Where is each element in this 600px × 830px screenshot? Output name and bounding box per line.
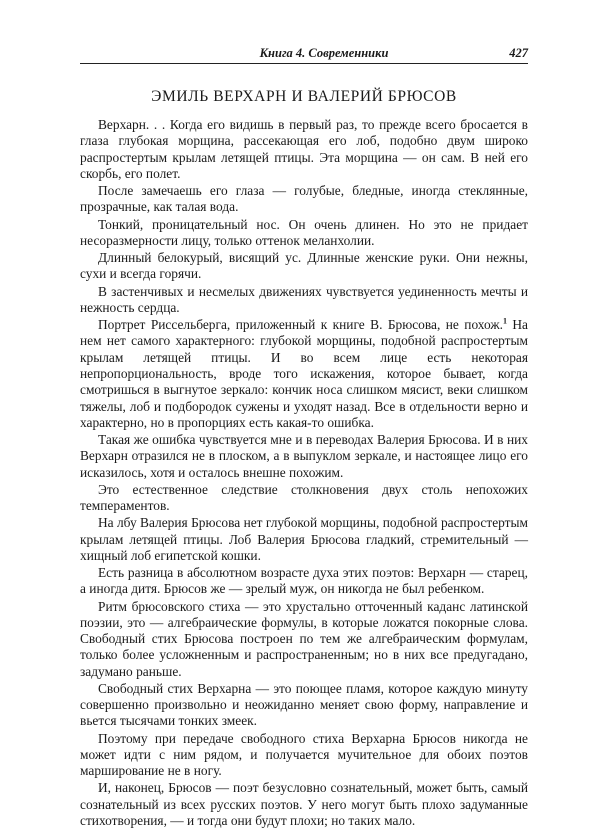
- paragraph: Тонкий, проницательный нос. Он очень длинен. Но это не придает несоразмерности лицу, только оттенок меланхолии.: [80, 216, 528, 248]
- paragraph: Свободный стих Верхарна — это поющее пламя, которое каждую минуту совершенно произвольно и неожиданно меняет свою форму, направление и вьется тысячами тонких змеек.: [80, 680, 528, 729]
- paragraph: Верхарн. . . Когда его видишь в первый раз, то прежде всего бросается в глаза глубокая морщина, рассекающая его лоб, подобно двум широко распростертым крылам летящей птицы. Эта морщина — он сам. В ней его скорбь, его полет.: [80, 117, 528, 181]
- body-text: [80, 117, 528, 830]
- paragraph: Ритм брюсовского стиха — это хрустально отточенный каданс латинской поэзии, это — алгебраические формулы, в которые ложатся покорные слова. Свободный стих Брюсова построен по тем же алгебраическим формулам, только более усложненным и распространенным; но в них все предугадано, задумано раньше.: [80, 598, 528, 679]
- paragraph: Поэтому при передаче свободного стиха Верхарна Брюсов никогда не может идти с ним рядом, и получается мучительное для обоих поэтов марширование не в ногу.: [80, 730, 528, 779]
- footnote-marker[interactable]: 1: [502, 316, 507, 326]
- paragraph-portrait: [80, 317, 528, 431]
- paragraph: Есть разница в абсолютном возрасте духа этих поэтов: Верхарн — старец, а иногда дитя. Брюсов же — зрелый муж, он никогда не был ребенком.: [80, 565, 528, 597]
- chapter-title: ЭМИЛЬ ВЕРХАРН И ВАЛЕРИЙ БРЮСОВ: [151, 88, 457, 105]
- portrait-rest: На нем нет самого характерного: глубокой морщины, подобной распростертым крылам летящей птицы. И во всем лице есть некоторая непропорциональность, вроде того искажения, которое бывает, когда смотришься в выгнутое зеркало: кончик носа слишком мясист, веки слишком тяжелы, лоб и подбородок сужены и уходят назад. Все в отдельности верно и характерно, но в пропорциях есть какая-то ошибка.: [80, 317, 528, 430]
- paragraph: Это естественное следствие столкновения двух столь непохожих темпераментов.: [80, 481, 528, 514]
- paragraph: На лбу Валерия Брюсова нет глубокой морщины, подобной распростертым крылам летящей птицы. Лоб Валерия Брюсова гладкий, стремительный — хищный лоб египетской кошки.: [80, 515, 528, 563]
- paragraph: Такая же ошибка чувствуется мне и в переводах Валерия Брюсова. И в них Верхарн отразился не в плоском, а в выпуклом зеркале, и настоящее лицо его исказилось, хотя и осталось внешне похожим.: [80, 431, 528, 480]
- portrait-sentence: Портрет Риссельберга, приложенный к книге В. Брюсова, не похож.: [98, 317, 503, 333]
- page-number: 427: [509, 46, 528, 60]
- paragraph: После замечаешь его глаза — голубые, бледные, иногда стеклянные, прозрачные, как талая вода.: [80, 183, 528, 215]
- paragraph: В застенчивых и несмелых движениях чувствуется уединенность мечты и нежность сердца.: [80, 283, 528, 315]
- paragraph: Длинный белокурый, висящий ус. Длинные женские руки. Они нежны, сухи и всегда горячи.: [80, 250, 528, 282]
- running-title: Книга 4. Современники: [259, 46, 389, 60]
- running-head: [80, 45, 528, 64]
- paragraph: И, наконец, Брюсов — поэт безусловно сознательный, может быть, самый сознательный из всех русских поэтов. У него могут быть плохо задуманные стихотворения, — и тогда они будут плохи; но таких мало.: [80, 780, 528, 829]
